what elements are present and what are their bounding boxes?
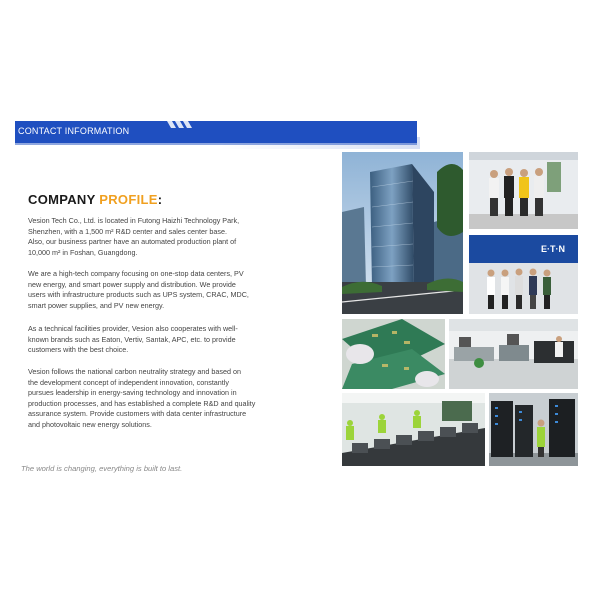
- profile-paragraph-focus: We are a high-tech company focusing on one-stop data centers, PV new energy, and smart power supply and distribution. We provide users with infrastructure products such as UPS system, CRAC, MDC, smart power supplies, and PV new energy.: [28, 269, 249, 310]
- heading-suffix: :: [157, 192, 163, 207]
- production-line-photo: [342, 393, 485, 466]
- profile-paragraph-strategy: Vesion follows the national carbon neutrality strategy and based on the development concept of independent innovation, constantly pursues leadership in energy-saving technology and innovation in production processes, and has established a complete R&D and quality assurance system. Provide customers with data center infrastructure and photovoltaic new energy solutions.: [28, 367, 256, 429]
- company-profile-slide: [0, 112, 600, 497]
- heading-main: COMPANY: [28, 192, 100, 207]
- team-showroom-photo: [469, 152, 578, 229]
- slogan: The world is changing, everything is built to last.: [21, 464, 183, 473]
- lab-workstations-photo: [449, 319, 578, 389]
- office-tower-photo: [342, 152, 463, 314]
- heading-accent: PROFILE: [99, 192, 158, 207]
- profile-paragraph-location: Vesion Tech Co., Ltd. is located in Futong Haizhi Technology Park, Shenzhen, with a 1,500 m² R&D center and sales center base. Also, our business partner have an automated production plant of 10,000 m² in Foshan, Guangdong.: [28, 216, 240, 257]
- banner-stripes-icon: [165, 121, 197, 128]
- circuit-board-photo: [342, 319, 445, 389]
- eaton-logo: E·T·N: [541, 244, 565, 254]
- rack-testing-photo: [489, 393, 578, 466]
- profile-paragraph-partners: As a technical facilities provider, Vesion also cooperates with well- known brands such as Eaton, Vertiv, Santak, APC, etc. to provide customers with the best choice.: [28, 324, 238, 354]
- banner-glow: [220, 137, 420, 149]
- company-profile-heading: [28, 192, 162, 207]
- team-eaton-photo: [469, 235, 578, 314]
- section-title: CONTACT INFORMATION: [18, 126, 130, 136]
